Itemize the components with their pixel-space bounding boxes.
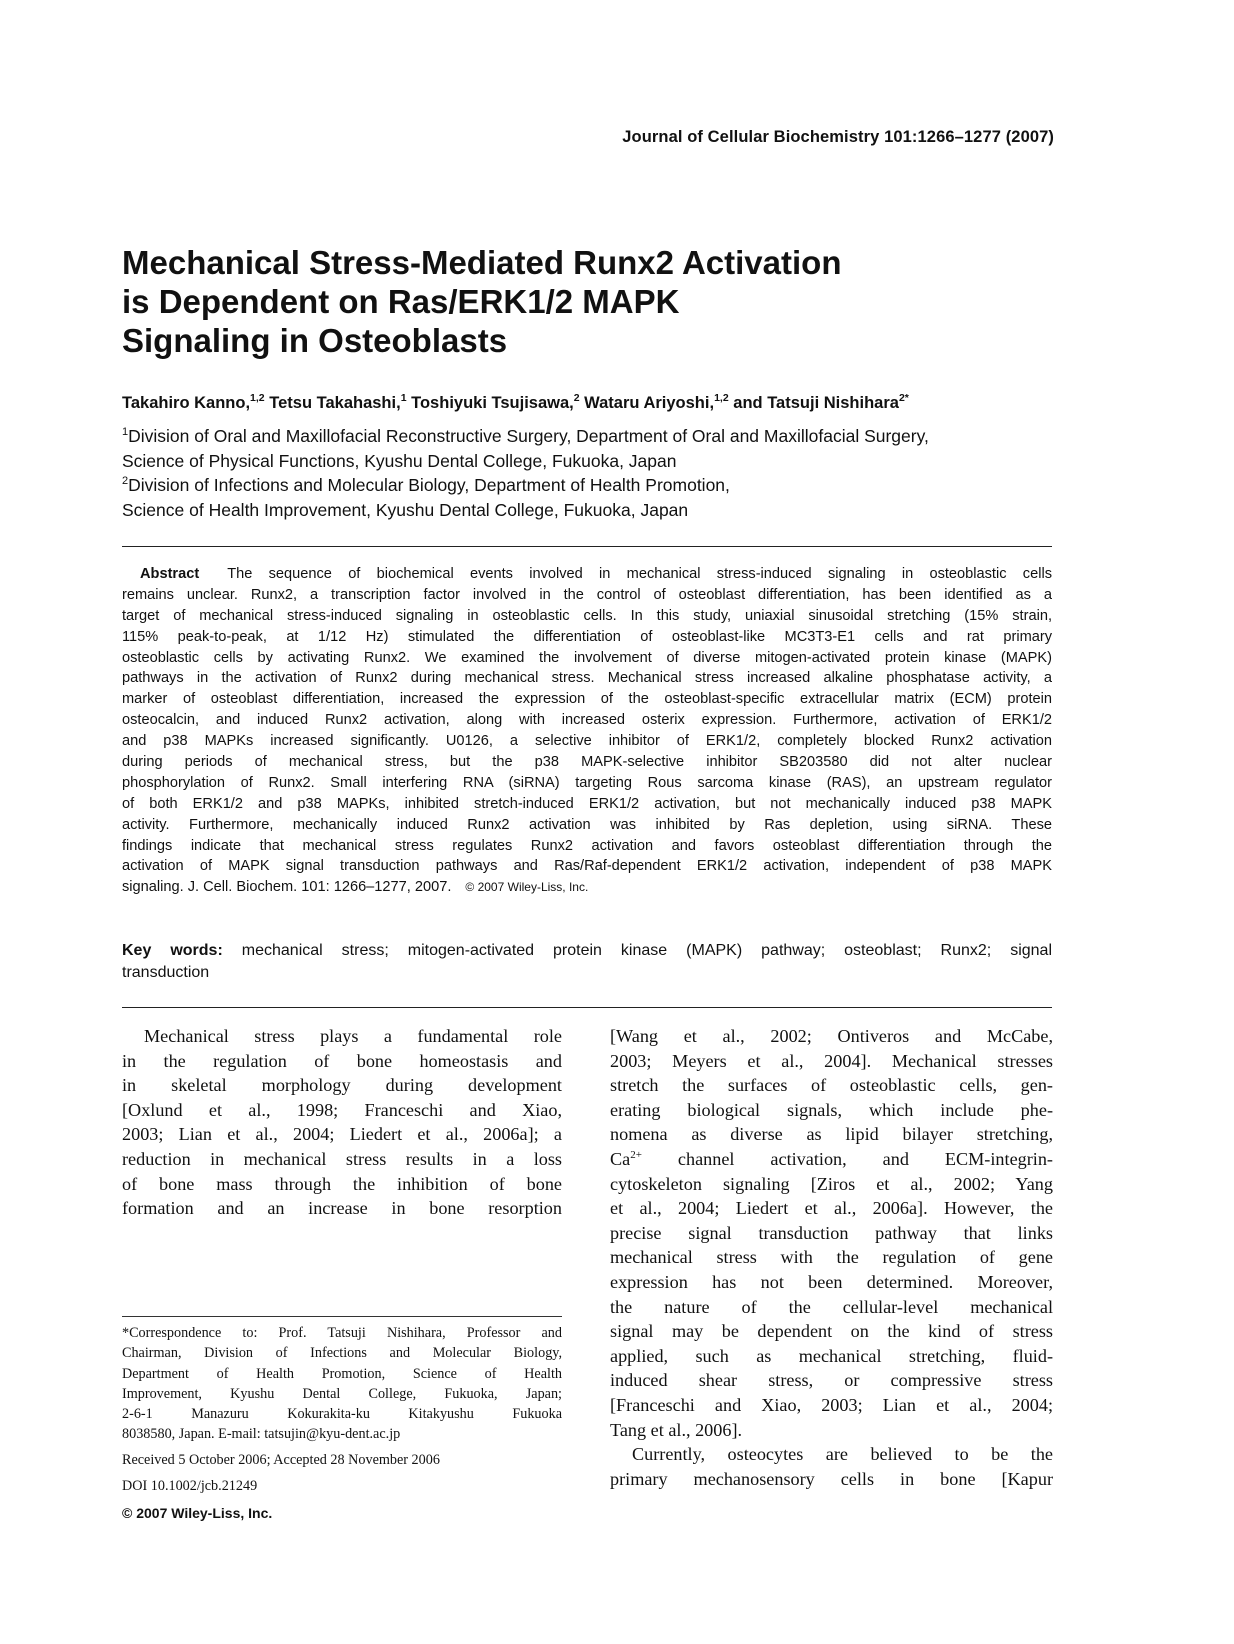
abstract-line: phosphorylation of Runx2. Small interfering RNA (siRNA) targeting Rous sarcoma kinase (RAS), an upstream regulator [122,774,1052,791]
footnote-line: 8038580, Japan. E-mail: tatsujin@kyu-dent.ac.jp [122,1426,401,1443]
title-line: Mechanical Stress-Mediated Runx2 Activation [122,244,842,281]
body-line: formation and an increase in bone resorption [122,1198,562,1219]
abstract [122,564,1052,898]
abstract-line [122,564,1052,585]
body-line: [Oxlund et al., 1998; Franceschi and Xiao, [122,1099,562,1120]
body-line: the nature of the cellular-level mechanical [610,1296,1053,1317]
received-dates: Received 5 October 2006; Accepted 28 November 2006 [122,1452,440,1468]
author-list [122,394,909,413]
abstract-line: marker of osteoblast differentiation, increased the expression of the osteoblast-specific extracellular matrix (ECM) protein [122,691,1052,708]
body-line: Currently, osteocytes are believed to be the [632,1444,1053,1465]
correspondence-footnote [122,1323,562,1445]
body-line: expression has not been determined. Moreover, [610,1271,1053,1292]
abstract-text: signaling. J. Cell. Biochem. 101: 1266–1277, 2007. [122,879,452,896]
keywords [122,940,1052,984]
affiliation-line: Science of Health Improvement, Kyushu Dental College, Fukuoka, Japan [122,499,689,520]
body-column-right [610,1024,1053,1491]
copyright-footer: © 2007 Wiley-Liss, Inc. [122,1505,273,1521]
body-line: in the regulation of bone homeostasis and [122,1050,562,1071]
footnote-line: Improvement, Kyushu Dental College, Fukuoka, Japan; [122,1385,562,1402]
affiliation-text: Division of Infections and Molecular Biology, Department of Health Promotion, [128,475,730,495]
affiliation-mark: 2 [122,475,129,487]
author-affiliation-mark: 2 [573,392,580,404]
abstract-line: of both ERK1/2 and p38 MAPKs, inhibited stretch-induced ERK1/2 activation, but not mechanically induced p38 MAPK [122,795,1052,812]
footnote-line: 2-6-1 Manazuru Kokurakita-ku Kitakyushu Fukuoka [122,1406,562,1423]
author-name: Takahiro Kanno, [122,394,251,412]
body-line: of bone mass through the inhibition of bone [122,1173,562,1194]
title-line: is Dependent on Ras/ERK1/2 MAPK [122,283,680,320]
body-line: stretch the surfaces of osteoblastic cells, gen- [610,1075,1053,1096]
body-line: 2003; Meyers et al., 2004]. Mechanical stresses [610,1050,1053,1071]
abstract-line [122,877,1052,898]
author-conjunction: and [733,394,763,412]
doi: DOI 10.1002/jcb.21249 [122,1478,258,1494]
body-text: Ca [610,1148,631,1169]
keywords-text: mechanical stress; mitogen-activated protein kinase (MAPK) pathway; osteoblast; Runx2; signal [241,942,1052,959]
section-divider [122,1007,1052,1008]
author-affiliation-mark: 1,2 [250,392,265,404]
footnote-line: Department of Health Promotion, Science of Health [122,1365,562,1382]
affiliation-line: Science of Physical Functions, Kyushu Dental College, Fukuoka, Japan [122,450,677,471]
affiliation-text: Division of Oral and Maxillofacial Reconstructive Surgery, Department of Oral and Maxillofacial Surgery, [128,426,929,446]
journal-citation: Journal of Cellular Biochemistry 101:1266–1277 (2007) [622,128,1054,146]
author-name: Tatsuji Nishihara [767,394,899,412]
body-line: cytoskeleton signaling [Ziros et al., 2002; Yang [610,1173,1053,1194]
affiliation-mark: 1 [122,426,129,438]
body-line: mechanical stress with the regulation of gene [610,1247,1053,1268]
section-divider [122,546,1052,547]
abstract-line: activation of MAPK signal transduction pathways and Ras/Raf-dependent ERK1/2 activation, independent of p38 MAPK [122,858,1052,875]
author-name: Wataru Ariyoshi, [584,394,715,412]
footnote-line: *Correspondence to: Prof. Tatsuji Nishihara, Professor and [122,1325,562,1341]
body-line: in skeletal morphology during development [122,1075,562,1096]
affiliation-line [122,424,929,449]
body-line: Mechanical stress plays a fundamental role [144,1026,562,1046]
author-affiliation-mark: 1 [400,392,407,404]
keywords-line: transduction [122,964,210,981]
body-line [610,1147,1053,1172]
abstract-line: 115% peak-to-peak, at 1/12 Hz) stimulated the differentiation of osteoblast-like MC3T3-E1 cells and rat primary [122,628,1052,645]
body-line: [Franceschi and Xiao, 2003; Lian et al., 2004; [610,1394,1053,1415]
keywords-line [122,940,1052,962]
body-text: channel activation, and ECM-integrin- [641,1148,1053,1169]
abstract-line: activity. Furthermore, mechanically induced Runx2 activation was inhibited by Ras depletion, using siRNA. These [122,816,1052,833]
body-line: 2003; Lian et al., 2004; Liedert et al., 2006a]; a [122,1124,562,1145]
body-column-left [122,1024,562,1221]
abstract-text: The sequence of biochemical events involved in mechanical stress-induced signaling in osteoblastic cells [227,566,1052,582]
abstract-line: osteocalcin, and induced Runx2 activation, along with increased osterix expression. Furthermore, activation of ERK1/2 [122,712,1052,729]
body-line: erating biological signals, which include phe- [610,1099,1053,1120]
body-line: Tang et al., 2006]. [610,1419,743,1440]
footnote-divider [122,1316,562,1317]
affiliations [122,424,929,522]
body-line: applied, such as mechanical stretching, fluid- [610,1345,1053,1366]
abstract-line: remains unclear. Runx2, a transcription factor involved in the control of osteoblast differentiation, has been identified as a [122,586,1052,603]
author-affiliation-mark: 2* [898,392,909,404]
body-line: primary mechanosensory cells in bone [Kapur [610,1468,1053,1489]
author-name: Toshiyuki Tsujisawa, [411,394,574,412]
body-line: reduction in mechanical stress results in a loss [122,1148,562,1169]
abstract-line: and p38 MAPKs increased significantly. U0126, a selective inhibitor of ERK1/2, completely blocked Runx2 activation [122,733,1052,750]
footnote-line: Chairman, Division of Infections and Molecular Biology, [122,1345,562,1362]
superscript: 2+ [630,1148,642,1161]
body-line: signal may be dependent on the kind of stress [610,1321,1053,1342]
author-affiliation-mark: 1,2 [714,392,729,404]
abstract-copyright: © 2007 Wiley-Liss, Inc. [465,880,589,895]
author-name: Tetsu Takahashi, [269,394,401,412]
abstract-line: target of mechanical stress-induced signaling in osteoblastic cells. In this study, uniaxial sinusoidal stretching (15% strain, [122,607,1052,624]
affiliation-line [122,473,929,498]
abstract-label: Abstract [140,566,200,582]
paper-title [122,243,902,360]
body-line: [Wang et al., 2002; Ontiveros and McCabe, [610,1026,1053,1046]
abstract-line: findings indicate that mechanical stress regulates Runx2 activation and favors osteoblast differentiation through the [122,837,1052,854]
body-line: nomena as diverse as lipid bilayer stretching, [610,1124,1053,1145]
body-line: induced shear stress, or compressive stress [610,1370,1053,1391]
abstract-line: pathways in the activation of Runx2 during mechanical stress. Mechanical stress increased alkaline phosphatase activity, a [122,670,1052,687]
body-line: et al., 2004; Liedert et al., 2006a]. However, the [610,1198,1053,1219]
abstract-line: during periods of mechanical stress, but the p38 MAPK-selective inhibitor SB203580 did not alter nuclear [122,754,1052,771]
body-line: precise signal transduction pathway that links [610,1222,1053,1243]
title-line: Signaling in Osteoblasts [122,322,508,359]
keywords-label: Key words: [122,942,223,959]
abstract-line: osteoblastic cells by activating Runx2. We examined the involvement of diverse mitogen-activated protein kinase (MAPK) [122,649,1052,666]
